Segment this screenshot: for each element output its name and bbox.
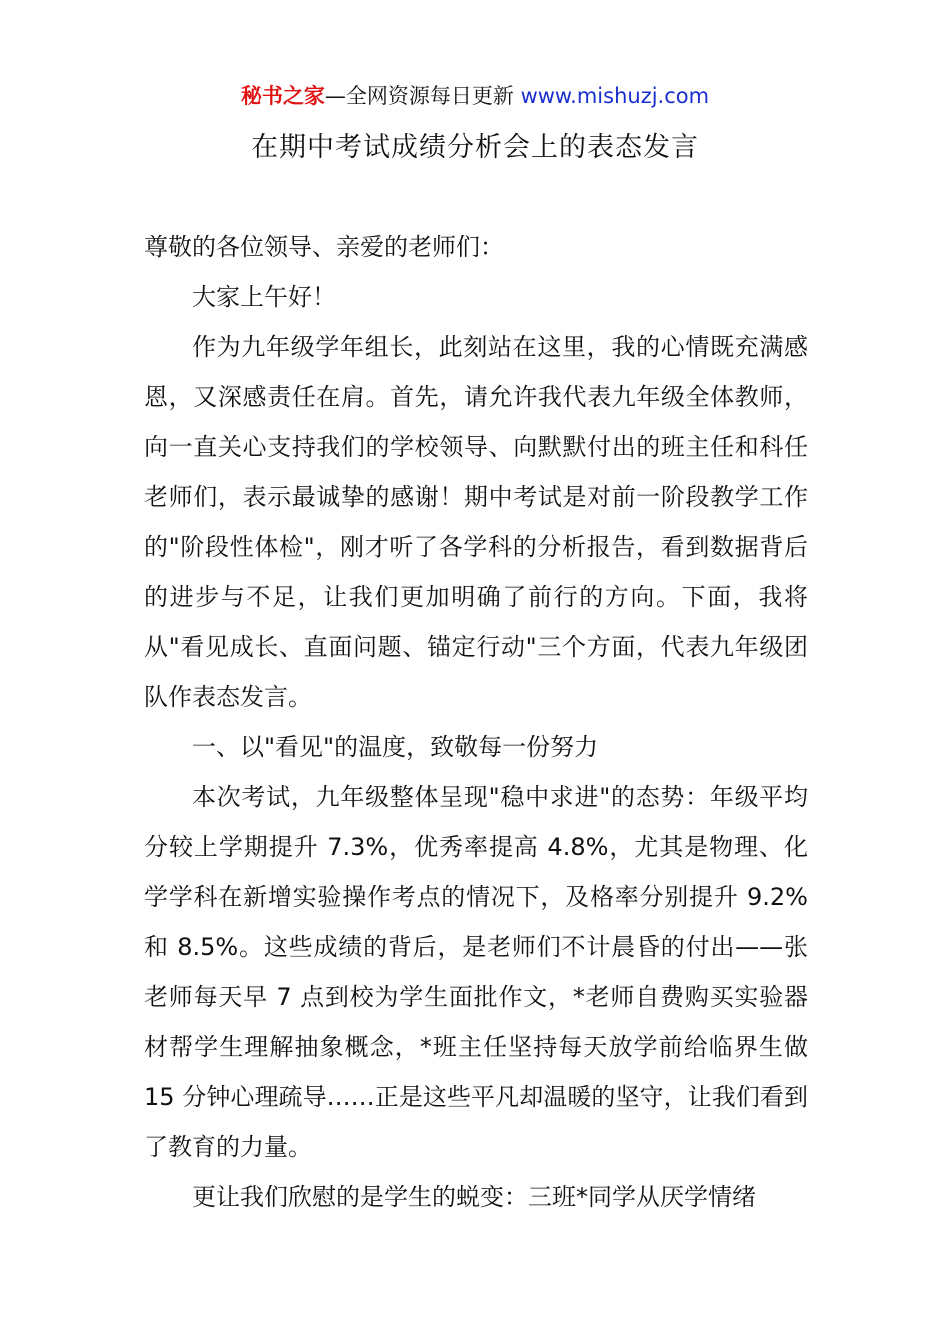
site-brand: 秘书之家: [240, 84, 325, 108]
paragraph-students: 更让我们欣慰的是学生的蜕变：三班*同学从厌学情绪: [192, 1183, 756, 1211]
paragraph-intro: 作为九年级学年组长，此刻站在这里，我的心情既充满感恩，又深感责任在肩。首先，请允许我代表九年级全体教师，向一直关心支持我们的学校领导、向默默付出的班主任和科任老师们，表示最诚挚的感谢！期中考试是对前一阶段教学工作的"阶段性体检"，刚才听了各学科的分析报告，看到数据背后的进步与不足，让我们更加明确了前行的方向。下面，我将从"看见成长、直面问题、锚定行动"三个方面，代表九年级团队作表态发言。: [144, 333, 808, 711]
site-url-link[interactable]: www.mishuzj.com: [520, 84, 710, 108]
section-heading-1: 一、以"看见"的温度，致敬每一份努力: [192, 733, 599, 761]
site-tagline: —全网资源每日更新: [324, 84, 521, 108]
document-body: [144, 222, 808, 1222]
document-title: 在期中考试成绩分析会上的表态发言: [251, 132, 699, 163]
paragraph-results: 本次考试，九年级整体呈现"稳中求进"的态势：年级平均分较上学期提升 7.3%，优秀率提高 4.8%，尤其是物理、化学学科在新增实验操作考点的情况下，及格率分别提升 9.2%和 8.5%。这些成绩的背后，是老师们不计晨昏的付出——张老师每天早 7 点到校为学生面批作文，*老师自费购买实验器材帮学生理解抽象概念，*班主任坚持每天放学前给临界生做 15 分钟心理疏导……正是这些平凡却温暖的坚守，让我们看到了教育的力量。: [144, 783, 808, 1161]
salutation: 尊敬的各位领导、亲爱的老师们：: [144, 233, 504, 261]
paragraph-greeting: 大家上午好！: [192, 283, 336, 311]
site-header: [0, 80, 950, 112]
